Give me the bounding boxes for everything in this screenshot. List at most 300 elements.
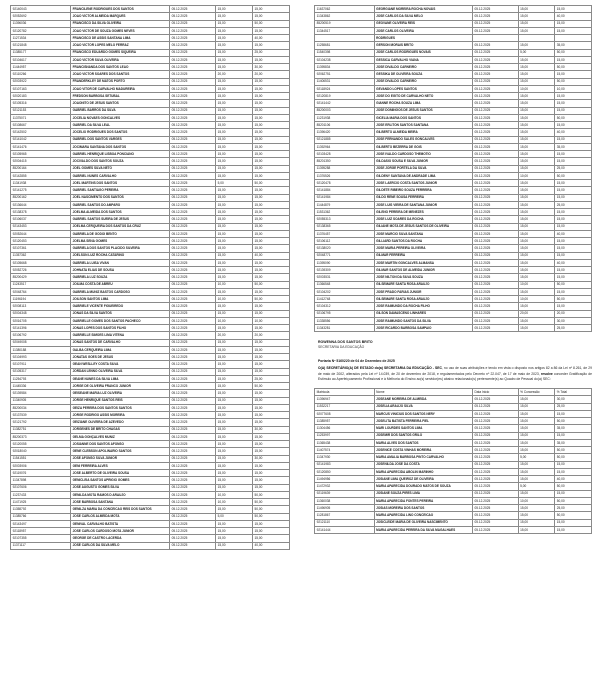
cell-data-inicio: 05.12.2025 <box>170 107 216 114</box>
cell-matricula: 11347898 <box>11 477 71 484</box>
cell-total: 15,00 <box>555 252 592 259</box>
cell-nome: GEVANDO LOPES SANTOS <box>374 85 472 92</box>
cell-data-inicio: 05.12.2025 <box>472 56 518 63</box>
cell-nome: MARIA APARECIDA LINO CONCEICAO <box>374 512 472 519</box>
cell-matricula: 11237433 <box>11 491 71 498</box>
cell-concessao: 15,00 <box>216 223 253 230</box>
cell-nome: JOSE RICARDO BARBOSA SAMPAIO <box>374 325 472 332</box>
cell-data-inicio: 05.12.2025 <box>472 201 518 208</box>
cell-nome: JOAO VICTOR LOPES MELO FERRAZ <box>70 42 169 49</box>
cell-matricula: 92048771 <box>315 252 375 259</box>
table-row <box>11 397 290 404</box>
cell-nome: JORGE HENRIQUE SANTOS REIS <box>70 397 169 404</box>
cell-matricula: 11385177 <box>11 49 71 56</box>
cell-matricula: 11395834 <box>315 64 375 71</box>
cell-data-inicio: 05.12.2025 <box>472 245 518 252</box>
cell-nome: JOSICLEIDE MARIA DE OLIVEIRA NASCIMENTO <box>374 519 472 526</box>
table-row <box>315 172 592 179</box>
cell-data-inicio: 05.12.2025 <box>472 274 518 281</box>
cell-data-inicio: 05.12.2025 <box>472 216 518 223</box>
cell-data-inicio: 05.12.2025 <box>472 505 518 512</box>
header-nome: Nome <box>374 389 472 396</box>
cell-nome: JOSE BARBOSA SANTANA <box>70 499 169 506</box>
cell-data-inicio: 05.12.2025 <box>170 158 216 165</box>
cell-nome: GABRIEL HENRIQUE LISBOA PONCIANO <box>70 151 169 158</box>
cell-matricula: 11343862 <box>315 13 375 20</box>
cell-data-inicio: 05.12.2025 <box>472 439 518 446</box>
cell-concessao: 15,00 <box>518 519 555 526</box>
cell-matricula: 92141042 <box>11 136 71 143</box>
cell-matricula: 11407574 <box>315 447 375 454</box>
cell-total: 15,00 <box>555 245 592 252</box>
table-row <box>315 107 592 114</box>
table-row <box>11 136 290 143</box>
cell-concessao: 5,00 <box>518 483 555 490</box>
cell-data-inicio: 05.12.2025 <box>170 27 216 34</box>
table-row <box>11 310 290 317</box>
cell-total: 50,00 <box>252 20 289 27</box>
cell-total: 15,00 <box>555 223 592 230</box>
cell-nome: JOSELITA BATISTA FERREIRA FIEL <box>374 418 472 425</box>
cell-matricula: 11340905 <box>11 397 71 404</box>
cell-matricula: 92110266 <box>11 71 71 78</box>
cell-matricula: 85200519 <box>315 20 375 27</box>
cell-matricula: 11396036 <box>11 20 71 27</box>
cell-total: 30,00 <box>252 426 289 433</box>
table-row <box>11 274 290 281</box>
table-row <box>11 42 290 49</box>
table-row <box>11 390 290 397</box>
cell-data-inicio: 05.12.2025 <box>170 42 216 49</box>
cell-concessao: 15,00 <box>518 403 555 410</box>
cell-matricula: 92020183 <box>11 93 71 100</box>
cell-matricula: 11637062 <box>315 6 375 13</box>
cell-nome: JOSE CARLOS OLIVEIRA <box>374 27 472 34</box>
table-row <box>315 410 592 417</box>
cell-matricula <box>315 35 375 42</box>
table-row <box>315 165 592 172</box>
cell-nome: GENI FERREIRA ALVES <box>70 462 169 469</box>
cell-matricula: 92106795 <box>315 310 375 317</box>
cell-total: 10,00 <box>252 317 289 324</box>
cell-concessao: 15,00 <box>216 462 253 469</box>
cell-concessao: 15,00 <box>216 419 253 426</box>
cell-matricula: 11531362 <box>315 209 375 216</box>
cell-data-inicio: 05.12.2025 <box>472 42 518 49</box>
cell-nome: JOSIANE LIMA QUEIROZ DE OLIVEIRA <box>374 476 472 483</box>
cell-total: 15,00 <box>252 310 289 317</box>
cell-data-inicio: 05.12.2025 <box>170 187 216 194</box>
cell-nome: FRANDERKLEY DE MATOS PORTO <box>70 78 169 85</box>
cell-total: 15,00 <box>252 448 289 455</box>
cell-total: 15,00 <box>252 477 289 484</box>
cell-total: 15,00 <box>555 461 592 468</box>
cell-concessao: 15,00 <box>518 143 555 150</box>
cell-matricula: 92105965 <box>11 151 71 158</box>
cell-total: 15,00 <box>555 158 592 165</box>
cell-matricula: 92018040 <box>11 448 71 455</box>
cell-total: 15,00 <box>555 6 592 13</box>
cell-data-inicio: 05.12.2025 <box>472 71 518 78</box>
cell-concessao: 20,00 <box>518 310 555 317</box>
table-row <box>11 506 290 513</box>
cell-data-inicio: 05.12.2025 <box>472 267 518 274</box>
cell-data-inicio: 05.12.2025 <box>170 520 216 527</box>
cell-concessao: 15,00 <box>518 425 555 432</box>
cell-concessao: 10,00 <box>216 491 253 498</box>
cell-concessao: 15,00 <box>518 410 555 417</box>
cell-total: 15,00 <box>252 361 289 368</box>
table-row <box>315 447 592 454</box>
cell-total: 15,00 <box>555 56 592 63</box>
cell-nome: GELMA GONÇALVES MUNIZ <box>70 433 169 440</box>
cell-matricula: 11254793 <box>11 375 71 382</box>
cell-matricula: 11385957 <box>315 418 375 425</box>
cell-matricula: 85200164 <box>11 165 71 172</box>
cell-nome: GILSON DAMASCENO LINHARES <box>374 310 472 317</box>
cell-total: 15,00 <box>252 288 289 295</box>
cell-data-inicio: 05.12.2025 <box>170 354 216 361</box>
cell-total: 15,00 <box>252 194 289 201</box>
cell-nome: JORDAN LENNO OLIVEIRA SILVA <box>70 368 169 375</box>
cell-total: 15,00 <box>555 100 592 107</box>
cell-data-inicio: 05.12.2025 <box>170 332 216 339</box>
cell-matricula: 11243517 <box>11 281 71 288</box>
cell-total: 15,00 <box>252 412 289 419</box>
cell-nome: MARIA APARECIDA DOURADO MATOS DE SOUZA <box>374 483 472 490</box>
cell-nome: FRANCISCO EDUARDO GOMES SIQUEIRA <box>70 49 169 56</box>
cell-data-inicio: 05.12.2025 <box>170 448 216 455</box>
cell-concessao: 15,00 <box>216 107 253 114</box>
cell-data-inicio: 05.12.2025 <box>170 419 216 426</box>
cell-matricula: 92004415 <box>11 158 71 165</box>
cell-data-inicio: 05.12.2025 <box>472 194 518 201</box>
cell-concessao: 15,00 <box>216 375 253 382</box>
cell-matricula: 11343281 <box>315 325 375 332</box>
cell-nome: JORGE RODRIGO ASSIS MOREIRA <box>70 412 169 419</box>
cell-total: 15,00 <box>555 410 592 417</box>
cell-nome: FREDSON BARBOSA SETUBAL <box>70 93 169 100</box>
cell-data-inicio: 05.12.2025 <box>472 454 518 461</box>
cell-data-inicio: 05.12.2025 <box>170 412 216 419</box>
cell-matricula: 92143453 <box>11 223 71 230</box>
cell-matricula: 11376457 <box>315 230 375 237</box>
table-row <box>11 412 290 419</box>
cell-nome: MARIA APARECIDA ABOLIN MARINHO <box>374 468 472 475</box>
cell-data-inicio: 05.12.2025 <box>170 433 216 440</box>
cell-concessao: 15,00 <box>216 477 253 484</box>
cell-total: 25,00 <box>252 375 289 382</box>
cell-matricula: 11445336 <box>11 383 71 390</box>
table-row <box>315 136 592 143</box>
cell-data-inicio: 05.12.2025 <box>472 425 518 432</box>
cell-total: 15,00 <box>555 180 592 187</box>
cell-nome: GABRIEL DA SILVA LEAL <box>70 122 169 129</box>
table-row <box>315 245 592 252</box>
cell-concessao: 15,00 <box>216 187 253 194</box>
table-row <box>315 519 592 526</box>
cell-nome: JOSE RAIMUNDO DA ROCHA FILHO <box>374 303 472 310</box>
cell-total: 15,00 <box>252 535 289 542</box>
cell-matricula: 92004348 <box>11 310 71 317</box>
cell-total: 15,00 <box>252 339 289 346</box>
table-row <box>315 230 592 237</box>
table-row <box>11 317 290 324</box>
cell-matricula: 92141884 <box>315 187 375 194</box>
cell-matricula: 92052692 <box>11 13 71 20</box>
table-row <box>11 288 290 295</box>
table-row <box>11 433 290 440</box>
table-row <box>11 477 290 484</box>
cell-matricula: 92120478 <box>315 180 375 187</box>
cell-data-inicio: 05.12.2025 <box>170 339 216 346</box>
cell-nome: GABRIEL DOS SANTOS VARGES <box>70 136 169 143</box>
cell-concessao: 15,00 <box>518 274 555 281</box>
cell-matricula: 92055313 <box>315 216 375 223</box>
cell-nome: RODRIGUES <box>374 35 472 42</box>
cell-data-inicio: 05.12.2025 <box>472 143 518 150</box>
cell-total: 15,00 <box>252 165 289 172</box>
cell-matricula: 11494956 <box>315 476 375 483</box>
cell-data-inicio: 05.12.2025 <box>170 383 216 390</box>
cell-data-inicio: 05.12.2025 <box>170 20 216 27</box>
cell-data-inicio: 05.12.2025 <box>170 93 216 100</box>
cell-nome: GABRIELLE SIMOES LIMA VITENA <box>70 332 169 339</box>
cell-data-inicio: 05.12.2025 <box>472 259 518 266</box>
table-row <box>11 107 290 114</box>
cell-nome: GEOVANE OLIVEIRA REIS <box>374 20 472 27</box>
cell-nome: JOELMA ALMEIDA DOS SANTOS <box>70 209 169 216</box>
cell-concessao: 15,00 <box>518 201 555 208</box>
cell-matricula: 92105317 <box>11 368 71 375</box>
cell-data-inicio: 05.12.2025 <box>170 506 216 513</box>
portaria-resolve: resolve <box>540 371 553 376</box>
cell-matricula: 92003906 <box>11 462 71 469</box>
table-row <box>11 201 290 208</box>
table-row <box>315 468 592 475</box>
table-row <box>315 151 592 158</box>
cell-matricula: 92121848 <box>11 42 71 49</box>
cell-nome: GENILDA MOTA RAMOS D ARAUJO <box>70 491 169 498</box>
cell-nome: GICELIA MARIA DOS SANTOS <box>374 114 472 121</box>
cell-nome: JOSE CARLOS DA SILVA MELO <box>374 13 472 20</box>
cell-nome: JOSENICE COSTA VINHAS MOREIRA <box>374 447 472 454</box>
cell-concessao: 15,00 <box>216 35 253 42</box>
cell-data-inicio: 05.12.2025 <box>170 484 216 491</box>
signatory-name: ROWENNA DOS SANTOS BRITO <box>318 340 373 345</box>
portaria-body-part-1: , no uso de suas atribuições e tendo em vista o disposto nos artigos 82 a 86 da Lei nº 8.261, de 29 de maio de 2002, alterados pela Lei nº 14.039, de 20 de dezembro de 2018, e regulamentados pelo Decreto nº 22.047, de 17 de maio de 2023, <box>318 365 592 376</box>
cell-concessao: 15,00 <box>216 542 253 549</box>
cell-data-inicio: 05.12.2025 <box>472 122 518 129</box>
cell-matricula: 92104993 <box>11 354 71 361</box>
cell-concessao: 15,00 <box>216 455 253 462</box>
cell-total: 50,00 <box>252 499 289 506</box>
cell-nome: GABRIELA LUZ SOUZA <box>70 274 169 281</box>
right-top-table-body <box>315 6 592 332</box>
cell-total: 15,00 <box>252 27 289 34</box>
cell-matricula: 92105316 <box>11 100 71 107</box>
cell-matricula: 92104202 <box>315 288 375 295</box>
cell-data-inicio <box>472 35 518 42</box>
cell-nome: GILDASIO SOUSA E SILVA JUNIOR <box>374 158 472 165</box>
table-row <box>315 461 592 468</box>
bottom-table-head <box>315 389 592 396</box>
cell-total: 15,00 <box>252 172 289 179</box>
table-row <box>11 71 290 78</box>
table-row <box>315 454 592 461</box>
cell-concessao: 15,00 <box>518 165 555 172</box>
table-header-row <box>315 389 592 396</box>
cell-matricula: 92107606 <box>11 484 71 491</box>
cell-nome: JOSE JORGE PORTELA DA SILVA <box>374 165 472 172</box>
cell-matricula: 92108667 <box>11 122 71 129</box>
cell-data-inicio: 05.12.2025 <box>170 535 216 542</box>
table-row <box>315 296 592 303</box>
table-row <box>315 274 592 281</box>
cell-total: 15,00 <box>252 462 289 469</box>
cell-nome: JOELSON LUIZ ROCHA CATARINO <box>70 252 169 259</box>
cell-concessao: 15,00 <box>216 114 253 121</box>
cell-data-inicio: 05.12.2025 <box>472 209 518 216</box>
cell-nome: GESSIKA DE OLIVEIRA SOUZA <box>374 71 472 78</box>
cell-nome: GILDO RENE SOUSA FERREIRA <box>374 194 472 201</box>
table-row <box>315 93 592 100</box>
cell-matricula: 85201350 <box>315 158 375 165</box>
cell-matricula: 11406531 <box>315 78 375 85</box>
cell-concessao: 10,00 <box>216 281 253 288</box>
table-row <box>11 455 290 462</box>
cell-concessao: 15,00 <box>518 122 555 129</box>
cell-nome: FRANCISCO DE ASSIS SANTANA LIMA <box>70 35 169 42</box>
table-row <box>315 512 592 519</box>
table-row <box>315 483 592 490</box>
table-row <box>11 339 290 346</box>
cell-matricula: 92107361 <box>11 245 71 252</box>
cell-concessao: 20,00 <box>216 71 253 78</box>
table-row <box>315 317 592 324</box>
cell-concessao: 15,00 <box>216 56 253 63</box>
cell-total: 50,00 <box>555 49 592 56</box>
cell-total: 15,00 <box>252 520 289 527</box>
cell-total: 20,00 <box>252 332 289 339</box>
cell-concessao: 15,00 <box>216 520 253 527</box>
cell-matricula: 11271534 <box>11 35 71 42</box>
cell-matricula: 85200429 <box>11 274 71 281</box>
table-row <box>11 20 290 27</box>
table-row <box>315 310 592 317</box>
cell-data-inicio: 05.12.2025 <box>170 477 216 484</box>
cell-matricula: 92120453 <box>11 238 71 245</box>
cell-nome: JOSE ERLITON SANTOS SANTANA <box>374 122 472 129</box>
header-total: % Total <box>555 389 592 396</box>
table-row <box>11 354 290 361</box>
cell-data-inicio: 05.12.2025 <box>170 317 216 324</box>
left-servant-table <box>10 5 290 550</box>
cell-total: 50,00 <box>555 172 592 179</box>
table-row <box>11 419 290 426</box>
cell-total: 15,00 <box>252 129 289 136</box>
cell-concessao: 15,00 <box>216 252 253 259</box>
cell-total: 15,00 <box>555 107 592 114</box>
table-row <box>315 42 592 49</box>
table-row <box>11 78 290 85</box>
cell-matricula: 92077608 <box>315 410 375 417</box>
cell-matricula: 92141476 <box>11 143 71 150</box>
cell-concessao: 15,00 <box>518 259 555 266</box>
cell-matricula: 11392964 <box>315 143 375 150</box>
cell-total: 50,00 <box>555 78 592 85</box>
table-row <box>11 56 290 63</box>
cell-total: 50,00 <box>555 454 592 461</box>
header-data-inicio: Data Inicio <box>472 389 518 396</box>
cell-matricula: 92121792 <box>11 419 71 426</box>
cell-total: 50,00 <box>555 114 592 121</box>
cell-matricula: 11532217 <box>315 403 375 410</box>
table-row <box>11 484 290 491</box>
cell-total: 50,00 <box>252 491 289 498</box>
cell-data-inicio: 05.12.2025 <box>472 317 518 324</box>
cell-data-inicio: 05.12.2025 <box>472 172 518 179</box>
cell-matricula: 85200373 <box>11 433 71 440</box>
cell-concessao: 15,00 <box>518 325 555 332</box>
cell-concessao: 15,00 <box>518 129 555 136</box>
cell-nome: MARIA ALVES DOS SANTOS <box>374 439 472 446</box>
cell-concessao: 10,00 <box>518 85 555 92</box>
cell-data-inicio: 05.12.2025 <box>170 13 216 20</box>
cell-concessao: 15,00 <box>216 368 253 375</box>
left-table-body <box>11 6 290 550</box>
cell-concessao: 5,00 <box>216 180 253 187</box>
cell-matricula: 92008113 <box>11 303 71 310</box>
cell-nome: JORGENES DE BRITO CHAGAS <box>70 426 169 433</box>
cell-matricula: 11412748 <box>315 296 375 303</box>
table-row <box>11 100 290 107</box>
cell-total: 15,00 <box>252 13 289 20</box>
table-row <box>315 209 592 216</box>
cell-nome: GILBERTO BEZERRA DE GOIS <box>374 143 472 150</box>
cell-concessao: 15,00 <box>518 490 555 497</box>
cell-nome: JOSE AFONSO SILVA JUNIOR <box>70 455 169 462</box>
cell-matricula: 11196194 <box>11 296 71 303</box>
table-row <box>11 528 290 535</box>
cell-total: 15,00 <box>252 223 289 230</box>
cell-nome: FRANCILENE RODRIGUES DOS SANTOS <box>70 6 169 13</box>
cell-matricula: 92118957 <box>11 528 71 535</box>
cell-nome: JOSE AUGUSTO GOMES SILVA <box>70 484 169 491</box>
cell-concessao: 20,00 <box>216 332 253 339</box>
cell-total: 50,00 <box>555 64 592 71</box>
cell-data-inicio: 05.12.2025 <box>472 165 518 172</box>
cell-matricula: 92049008 <box>11 339 71 346</box>
cell-total: 15,00 <box>252 56 289 63</box>
cell-concessao: 15,00 <box>216 397 253 404</box>
signature-block <box>314 340 592 350</box>
cell-data-inicio: 05.12.2025 <box>170 238 216 245</box>
cell-nome: GABRIELA DE GODOI BENTO <box>70 230 169 237</box>
cell-nome: GALBA CERQUEIRA LIMA <box>70 346 169 353</box>
cell-total: 15,00 <box>555 468 592 475</box>
cell-concessao: 15,00 <box>216 165 253 172</box>
table-row <box>11 252 290 259</box>
table-row <box>315 180 592 187</box>
cell-matricula: 92141984 <box>315 194 375 201</box>
table-row <box>315 35 592 42</box>
table-row <box>315 201 592 208</box>
cell-concessao: 15,00 <box>518 432 555 439</box>
cell-data-inicio: 05.12.2025 <box>170 122 216 129</box>
cell-concessao: 10,00 <box>518 497 555 504</box>
cell-concessao: 15,00 <box>518 439 555 446</box>
